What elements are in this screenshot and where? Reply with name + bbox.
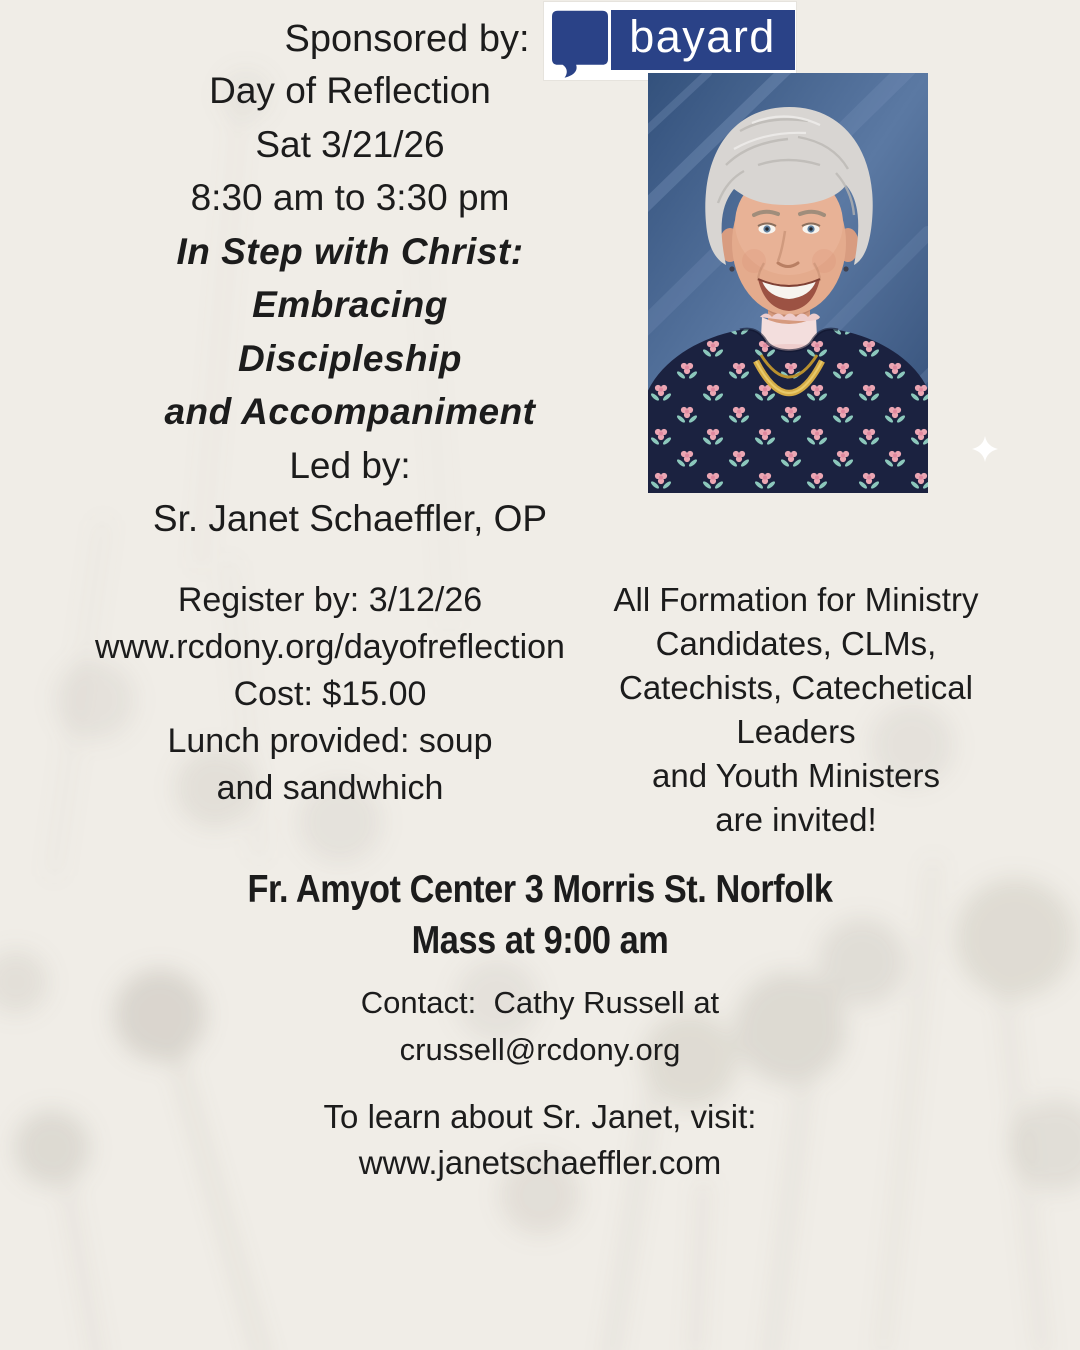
lunch-line: Lunch provided: soup xyxy=(167,722,493,760)
mass-time: Mass at 9:00 am xyxy=(411,919,669,962)
invitees-info xyxy=(578,578,1014,842)
event-header xyxy=(30,64,670,546)
invitees-line: Catechists, Catechetical xyxy=(619,669,973,706)
event-theme-line: and Accompaniment xyxy=(164,391,536,432)
led-by-label: Led by: xyxy=(289,444,411,486)
invitees-line: are invited! xyxy=(715,801,877,838)
cost: Cost: $15.00 xyxy=(233,675,427,713)
contact-info xyxy=(0,979,1080,1073)
contact-email: crussell@rcdony.org xyxy=(399,1032,681,1067)
event-theme-line: Discipleship xyxy=(238,337,462,379)
venue-info xyxy=(0,864,1080,966)
learn-more-label: To learn about Sr. Janet, visit: xyxy=(323,1098,757,1135)
event-theme-line: In Step with Christ: xyxy=(176,230,524,272)
event-time: 8:30 am to 3:30 pm xyxy=(190,177,510,218)
invitees-line: and Youth Ministers xyxy=(651,757,941,794)
portrait-photo xyxy=(648,73,928,493)
sparkle-icon xyxy=(972,436,998,462)
invitees-line: Candidates, CLMs, xyxy=(655,625,937,662)
lunch-line: and sandwhich xyxy=(216,769,444,807)
contact-name: Contact: Cathy Russell at xyxy=(360,985,720,1020)
sponsored-by-label: Sponsored by: xyxy=(284,17,530,60)
invitees-line: Leaders xyxy=(736,713,856,750)
event-title: Day of Reflection xyxy=(209,70,491,111)
bayard-wordmark: bayard xyxy=(611,10,795,70)
registration-info xyxy=(20,577,640,812)
venue-address: Fr. Amyot Center 3 Morris St. Norfolk xyxy=(247,868,833,911)
invitees-line: All Formation for Ministry xyxy=(613,581,979,618)
registration-url: www.rcdony.org/dayofreflection xyxy=(95,628,565,666)
learn-more-info xyxy=(0,1094,1080,1186)
event-date: Sat 3/21/26 xyxy=(255,123,445,165)
register-by: Register by: 3/12/26 xyxy=(177,581,483,619)
event-theme-line: Embracing xyxy=(252,284,448,325)
presenter-website: www.janetschaeffler.com xyxy=(358,1144,722,1181)
presenter-name: Sr. Janet Schaeffler, OP xyxy=(152,498,548,539)
